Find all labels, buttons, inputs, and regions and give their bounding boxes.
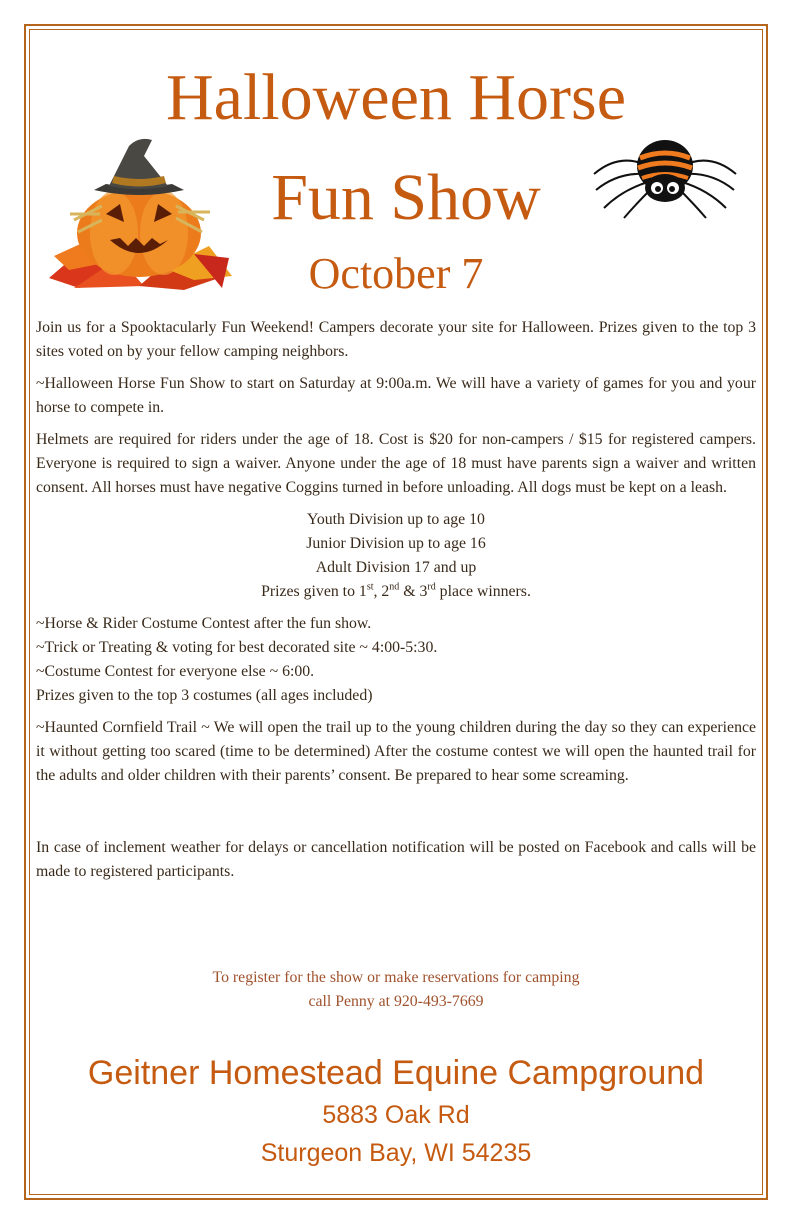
campground-name: Geitner Homestead Equine Campground [87,1054,705,1092]
pumpkin-icon [44,128,234,292]
title-line-2: Fun Show [271,161,541,234]
event-costume-contest: ~Horse & Rider Costume Contest after the fun show. [36,615,372,632]
title-line-1: Halloween Horse [165,61,626,134]
intro-paragraph: Join us for a Spooktacularly Fun Weekend! Campers decorate your site for Halloween. Prizes given to the top 3 sites voted on by your fellow camping neighbors. [36,319,756,360]
event-date-text: October 7 [308,249,484,298]
rules-paragraph: Helmets are required for riders under the age of 18. Cost is $20 for non-campers / $15 for registered campers. Everyone is required to sign a waiver. Anyone under the age of 18 must have parents sign a waiver and written consent. All horses must have negative Coggins turned in before unloading. All dogs must be kept on a leash. [36,431,756,496]
prizes-sep2: & 3 [399,583,428,600]
registration-line-1: To register for the show or make reservations for camping [212,969,580,986]
address-street: 5883 Oak Rd [322,1101,470,1129]
address-city: Sturgeon Bay, WI 54235 [260,1139,532,1167]
event-costume-prizes: Prizes given to the top 3 costumes (all ages included) [36,687,373,704]
prizes-nd: nd [389,581,400,593]
spider-icon [590,132,740,222]
flyer-body [36,316,756,892]
haunted-trail-paragraph: ~Haunted Cornfield Trail ~ We will open the trail up to the young children during the day so they can experience it without getting too scared (time to be determined) After the costume contest we will open the haunted trail for the adults and older children with their parents’ consent. Be prepared to hear some screaming. [36,719,756,784]
divisions-list [36,508,756,604]
division-youth: Youth Division up to age 10 [307,511,485,528]
registration-phone: call Penny at 920-493-7669 [308,993,484,1010]
prizes-line [36,580,756,604]
event-costume-everyone: ~Costume Contest for everyone else ~ 6:00. [36,663,315,680]
event-trick-or-treat: ~Trick or Treating & voting for best decorated site ~ 4:00-5:30. [36,639,438,656]
prizes-prefix: Prizes given to 1 [261,583,367,600]
division-adult: Adult Division 17 and up [315,559,477,576]
prizes-suffix: place winners. [435,583,531,600]
prizes-rd: rd [427,581,436,593]
division-junior: Junior Division up to age 16 [306,535,486,552]
events-list [36,612,756,708]
prizes-st: st [366,581,374,593]
weather-paragraph: In case of inclement weather for delays or cancellation notification will be posted on Facebook and calls will be made to registered participants. [36,839,756,880]
fun-show-paragraph: ~Halloween Horse Fun Show to start on Saturday at 9:00a.m. We will have a variety of games for you and your horse to compete in. [36,375,756,416]
registration-info [0,966,792,1014]
prizes-sep1: , 2 [373,583,390,600]
